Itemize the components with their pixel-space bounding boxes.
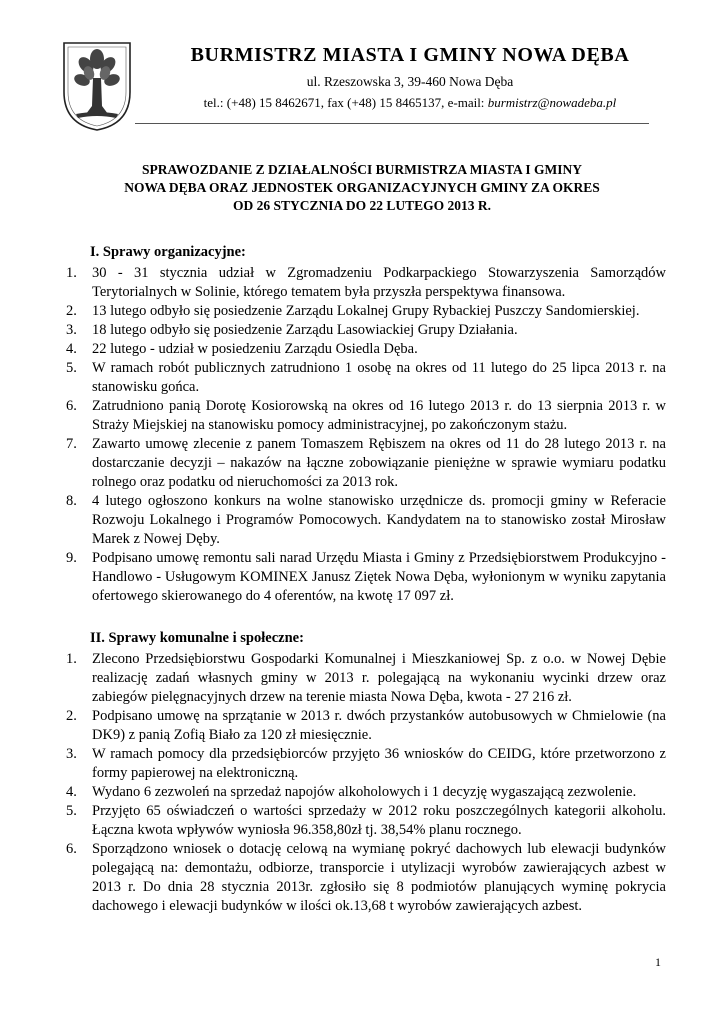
document-title-line: NOWA DĘBA ORAZ JEDNOSTEK ORGANIZACYJNYCH GMINY ZA OKRES (124, 180, 600, 195)
list-item: 4. Wydano 6 zezwoleń na sprzedaż napojów alkoholowych i 1 decyzję wygaszającą zezwolenie. (66, 784, 637, 800)
issuer-address: ul. Rzeszowska 3, 39-460 Nowa Dęba (306, 74, 514, 89)
list-item: 3. 18 lutego odbyło się posiedzenie Zarządu Lasowiackiej Grupy Działania. (66, 322, 518, 338)
contact-phones: tel.: (+48) 15 8462671, fax (+48) 15 8465137, e-mail: (203, 95, 488, 110)
document-title (80, 161, 644, 215)
organizational-list (66, 264, 666, 606)
list-item: 4. 22 lutego - udział w posiedzeniu Zarządu Osiedla Dęba. (66, 341, 418, 357)
section-heading-organizational: I. Sprawy organizacyjne: (90, 244, 246, 260)
section-heading-communal: II. Sprawy komunalne i społeczne: (90, 630, 304, 646)
issuer-contact (134, 95, 686, 111)
list-item: 9. Podpisano umowę remontu sali narad Urzędu Miasta i Gminy z Przedsiębiorstwem Produkcyjno - Handlowo - Usługowym KOMINEX Janusz Ziętek Nowa Dęba, wyłonionym w wyniku zapytania ofertowego skierowanego do 4 oferentów, na kwotę 17 097 zł. (66, 550, 666, 604)
list-item: 7. Zawarto umowę zlecenie z panem Tomaszem Rębiszem na okres od 11 do 28 lutego 2013 r. na dostarczanie decyzji – nakazów na łączne zobowiązanie pieniężne w sprawie wymiaru podatku rolnego oraz podatku od nieruchomości za 2013 rok. (66, 436, 666, 490)
list-item: 5. W ramach robót publicznych zatrudniono 1 osobę na okres od 11 lutego do 25 lipca 2013 r. na stanowisku gońca. (66, 360, 666, 395)
page-number: 1 (655, 955, 661, 969)
list-item: 5. Przyjęto 65 oświadczeń o wartości sprzedaży w 2012 roku poszczególnych kategorii alkoholu. Łączna kwota wpływów wyniosła 96.358,80zł tj. 38,54% planu rocznego. (66, 803, 666, 838)
list-item: 6. Sporządzono wniosek o dotację celową na wymianę pokryć dachowych lub elewacji budynków polegającą na: demontażu, odbiorze, transporcie i utylizacji wyrobów zawierających azbest w 2013 r. Do dnia 28 stycznia 2013r. zgłosiło się 8 podmiotów planujących wyminę pokrycia dachowego i elewacji budynków w ilości ok.13,68 t wyrobów zawierających azbest. (66, 841, 666, 914)
list-item: 2. 13 lutego odbyło się posiedzenie Zarządu Lokalnej Grupy Rybackiej Puszczy Sandomierskiej. (66, 303, 640, 319)
header-divider (135, 123, 649, 124)
list-item: 3. W ramach pomocy dla przedsiębiorców przyjęto 36 wniosków do CEIDG, które przetworzono z formy papierowej na elektroniczną. (66, 746, 666, 781)
list-item: 2. Podpisano umowę na sprzątanie w 2013 r. dwóch przystanków autobusowych w Chmielowie (na DK9) z panią Zofią Biało za 120 zł miesięcznie. (66, 708, 666, 743)
document-title-line: OD 26 STYCZNIA DO 22 LUTEGO 2013 R. (232, 198, 492, 213)
list-item: 8. 4 lutego ogłoszono konkurs na wolne stanowisko urzędnicze ds. promocji gminy w Referacie Rozwoju Lokalnego i Programów Pomocowych. Kandydatem na to stanowisko został Mirosław Marek z Nowej Dęby. (66, 493, 666, 547)
communal-list (66, 650, 666, 916)
document-title-line: SPRAWOZDANIE Z DZIAŁALNOŚCI BURMISTRZA MIASTA I GMINY (141, 162, 583, 177)
contact-email[interactable]: burmistrz@nowadeba.pl (487, 95, 617, 110)
issuer-title: BURMISTRZ MIASTA I GMINY NOWA DĘBA (190, 44, 630, 66)
list-item: 6. Zatrudniono panią Dorotę Kosiorowską na okres od 16 lutego 2013 r. do 13 sierpnia 2013 r. w Straży Miejskiej na stanowisku pomocy administracyjnej, po zakończonym stażu. (66, 398, 666, 433)
list-item: 1. 30 - 31 stycznia udział w Zgromadzeniu Podkarpackiego Stowarzyszenia Samorządów Terytorialnych w Solinie, którego tematem była przyszła perspektywa finansowa. (66, 265, 666, 300)
coat-of-arms-icon (62, 40, 132, 132)
list-item: 1. Zlecono Przedsiębiorstwu Gospodarki Komunalnej i Mieszkaniowej Sp. z o.o. w Nowej Dębie realizację zadań własnych gminy w 2013 r. polegającą na wykonaniu wycinki drzew oraz zabiegów pielęgnacyjnych drzew na terenie miasta Nowa Dęba, kwota - 27 216 zł. (66, 651, 666, 705)
